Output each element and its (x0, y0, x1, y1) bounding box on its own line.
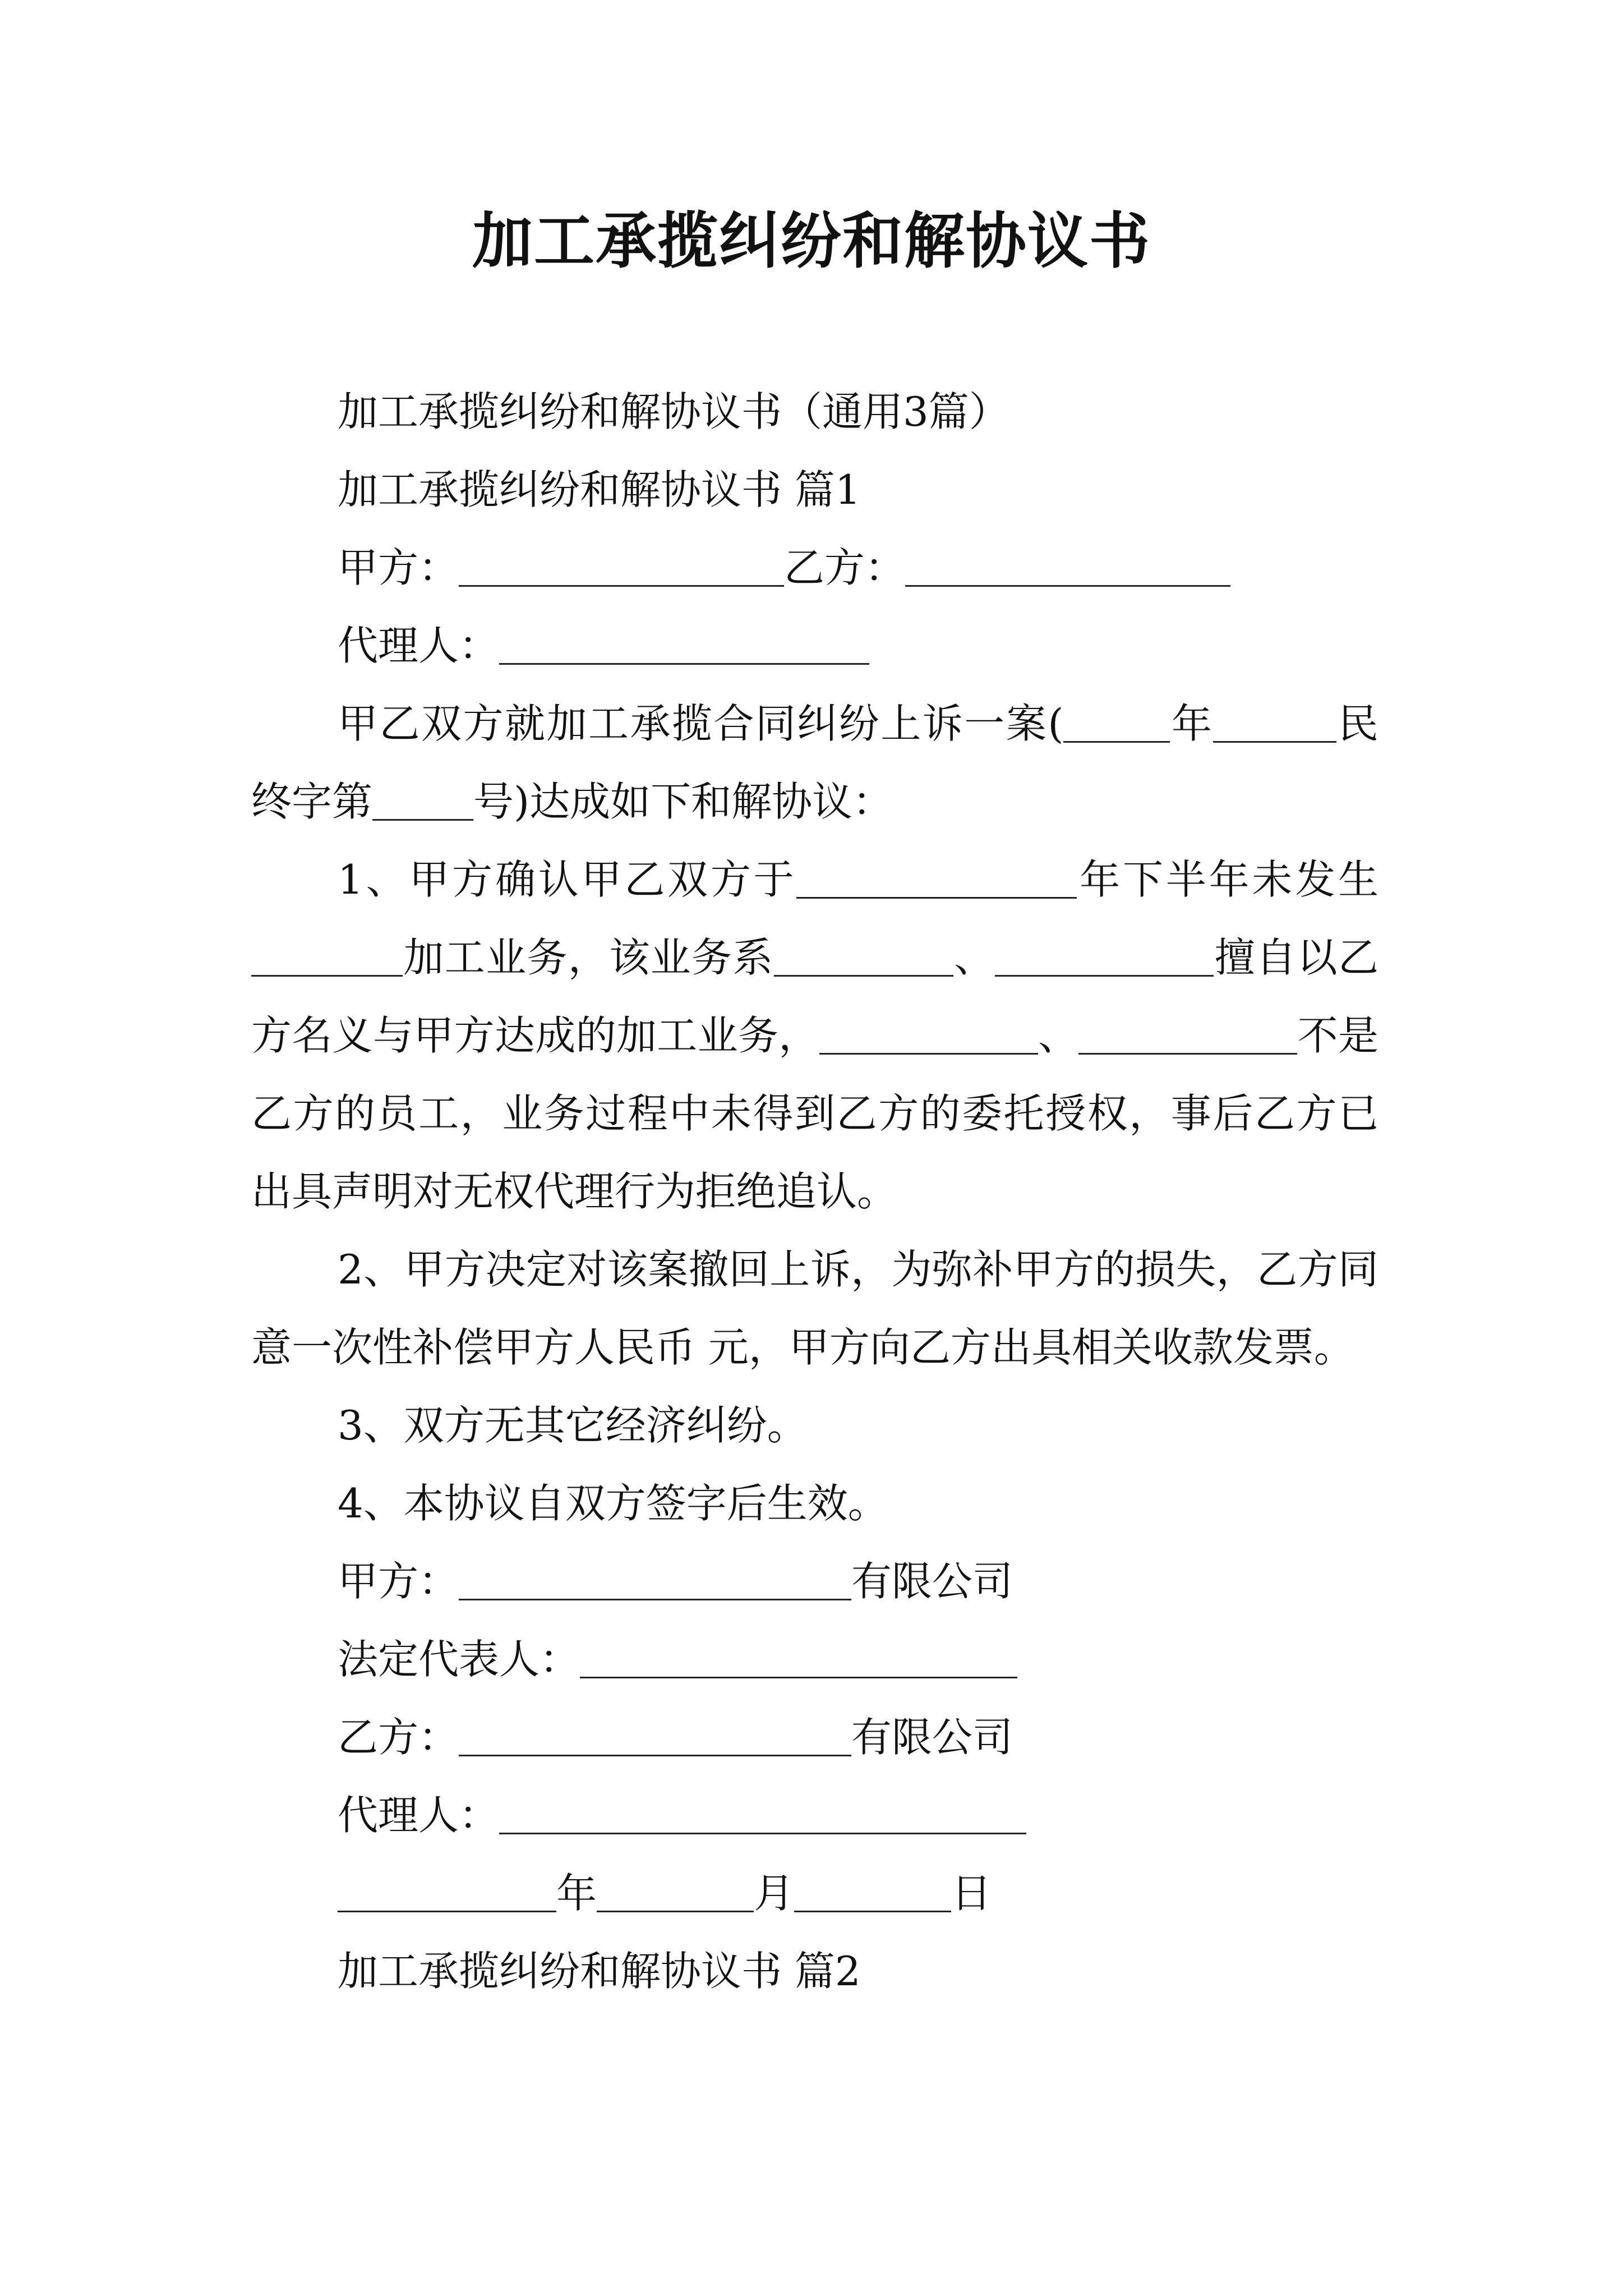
party-a-label: 甲方： (338, 544, 459, 591)
clause-1-text-5: 不是乙方的员工，业务过程中未得到乙方的委托授权，事后乙方已出具声明对无权代理行为拒绝追认。 (251, 1012, 1378, 1215)
clause-1-person-blank-2 (995, 935, 1214, 977)
clause-1-business-blank (251, 935, 403, 977)
signature-party-a (251, 1543, 1378, 1621)
document-title: 加工承揽纠纷和解协议书 (472, 206, 1151, 277)
signature-agent-blank (499, 1792, 1026, 1834)
parties-line (251, 529, 1378, 607)
case-year-blank (1063, 701, 1170, 743)
clause-1 (251, 841, 1378, 1231)
date-day-label: 日 (951, 1870, 992, 1917)
date-day-blank (794, 1870, 951, 1912)
clause-4: 4、本协议自双方签字后生效。 (338, 1480, 888, 1527)
signature-legal-rep (251, 1621, 1378, 1699)
intro-text-1: 甲乙双方就加工承揽合同纠纷上诉一案( (338, 700, 1064, 747)
agent-blank (499, 623, 869, 665)
party-b-label: 乙方： (784, 544, 906, 591)
signature-date (251, 1855, 1378, 1932)
case-number-blank (372, 779, 473, 821)
date-month-blank (597, 1870, 754, 1912)
clause-1-text-4: 擅自以乙方名义与甲方达成的加工业务， (251, 934, 1378, 1059)
case-court-blank (1213, 701, 1336, 743)
clause-1-person-blank-1 (774, 935, 953, 977)
signature-company-suffix-a: 有限公司 (851, 1558, 1013, 1605)
party-b-blank (905, 545, 1230, 587)
signature-party-b-blank (459, 1714, 851, 1756)
section-heading-1: 加工承揽纠纷和解协议书 篇1 (338, 466, 861, 513)
clause-1-sep-1: 、 (953, 934, 995, 981)
date-year-blank (338, 1870, 556, 1912)
clause-2: 2、甲方决定对该案撤回上诉，为弥补甲方的损失，乙方同意一次性补偿甲方人民币 元，甲方向乙方出具相关收款发票。 (251, 1246, 1378, 1371)
signature-party-a-blank (459, 1558, 851, 1600)
signature-party-b-label: 乙方： (338, 1714, 459, 1761)
intro-text-2: 民 终字第 (251, 700, 1378, 825)
signature-party-b (251, 1699, 1378, 1777)
signature-legal-rep-blank (580, 1636, 1017, 1678)
intro-paragraph (251, 685, 1378, 841)
clause-1-year-blank (796, 857, 1077, 899)
signature-party-a-label: 甲方： (338, 1558, 459, 1605)
document-subtitle: 加工承揽纠纷和解协议书（通用3篇） (338, 388, 1009, 435)
signature-agent-label: 代理人： (338, 1792, 500, 1839)
signature-company-suffix-b: 有限公司 (851, 1714, 1013, 1761)
section-heading-2: 加工承揽纠纷和解协议书 篇2 (338, 1948, 861, 1995)
clause-1-text-2: 年下半年未发生 (1077, 856, 1378, 903)
clause-1-text-3: 加工业务，该业务系 (403, 934, 774, 981)
intro-year-char: 年 (1170, 700, 1214, 747)
clause-1-text-1: 1、甲方确认甲乙双方于 (338, 856, 797, 903)
signature-legal-rep-label: 法定代表人： (338, 1636, 580, 1683)
clause-3: 3、双方无其它经济纠纷。 (338, 1402, 808, 1449)
party-a-blank (459, 545, 784, 587)
clause-1-sep-2: 、 (1038, 1012, 1079, 1059)
clause-1-person-blank-4 (1078, 1013, 1297, 1055)
clause-1-person-blank-3 (819, 1013, 1038, 1055)
signature-agent (251, 1777, 1378, 1855)
agent-line (251, 607, 1378, 685)
date-year-label: 年 (556, 1870, 597, 1917)
intro-text-3: 号)达成如下和解协议： (473, 778, 893, 825)
document-body (251, 373, 1378, 2010)
agent-label: 代理人： (338, 622, 500, 669)
date-month-label: 月 (754, 1870, 795, 1917)
